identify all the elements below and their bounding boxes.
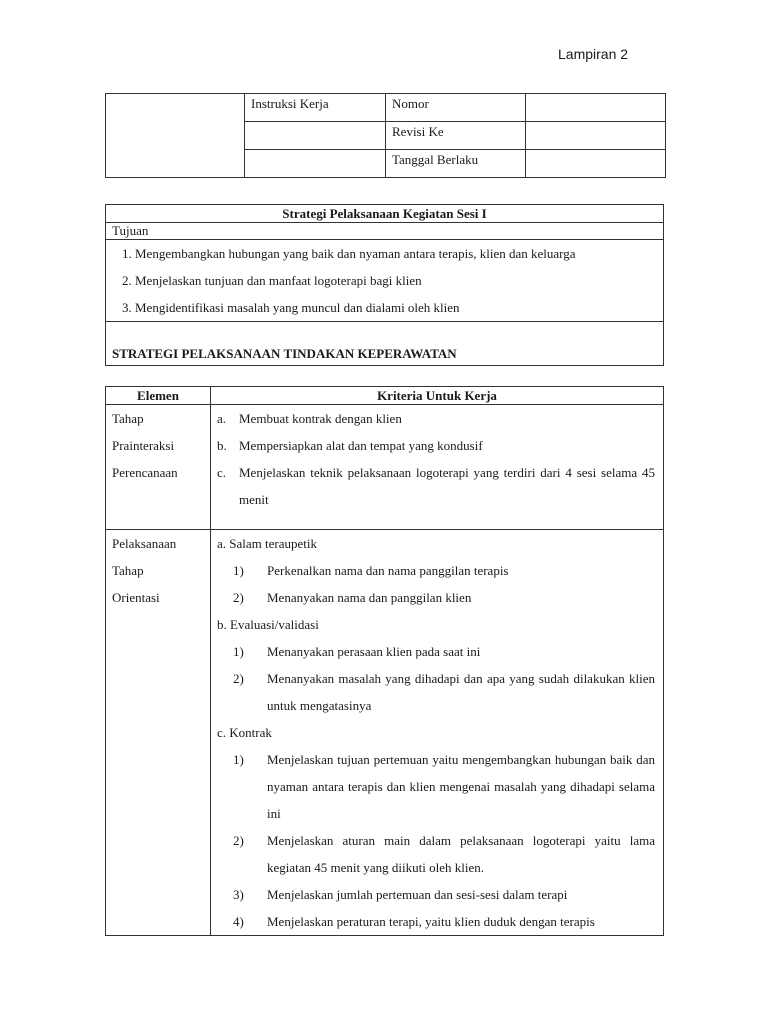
list-item: 2) Menjelaskan aturan main dalam pelaksanaan logoterapi yaitu lama kegiatan 45 menit yang diikuti oleh klien. [233,833,655,875]
elemen-text: Prainteraksi [112,438,175,453]
col-elemen-header: Elemen [106,387,211,405]
tanggal-value [526,150,666,178]
elemen-text: Tahap [112,563,144,578]
elemen-prainteraksi [106,405,211,530]
elemen-text: Pelaksanaan [112,536,177,551]
elemen-text: Orientasi [112,590,160,605]
subsection-title: c. Kontrak [217,725,272,740]
list-item: 2) Menanyakan masalah yang dihadapi dan apa yang sudah dilakukan klien untuk mengatasinya [233,671,655,713]
list-item: 3) Menjelaskan jumlah pertemuan dan sesi-sesi dalam terapi [233,887,568,902]
strategy-table [105,204,664,366]
logo-cell [106,94,245,178]
goal-item: 2. Menjelaskan tunjuan dan manfaat logoterapi bagi klien [122,273,422,288]
list-item: 1) Perkenalkan nama dan nama panggilan terapis [233,563,509,578]
elemen-text: Perencanaan [112,465,178,480]
tujuan-label: Tujuan [106,223,664,240]
kriteria-prainteraksi [211,405,664,530]
goal-item: 3. Mengidentifikasi masalah yang muncul dan dialami oleh klien [122,300,460,315]
empty-cell [245,122,386,150]
subsection-title: a. Salam teraupetik [217,536,317,551]
kriteria-orientasi [211,530,664,936]
criteria-table [105,386,664,936]
tanggal-label: Tanggal Berlaku [386,150,526,178]
list-item: a. Membuat kontrak dengan klien [217,411,402,426]
list-item: b. Mempersiapkan alat dan tempat yang kondusif [217,438,483,453]
list-item: 2) Menanyakan nama dan panggilan klien [233,590,472,605]
empty-cell [245,150,386,178]
section-title: STRATEGI PELAKSANAAN TINDAKAN KEPERAWATAN [106,322,664,366]
list-item: c. Menjelaskan teknik pelaksanaan logoterapi yang terdiri dari 4 sesi selama 45 menit [217,465,655,507]
nomor-label: Nomor [386,94,526,122]
col-kriteria-header: Kriteria Untuk Kerja [211,387,664,405]
info-table [105,93,666,178]
instruksi-cell: Instruksi Kerja [245,94,386,122]
elemen-orientasi [106,530,211,936]
goals-list [112,240,657,321]
revisi-value [526,122,666,150]
list-item: 1) Menjelaskan tujuan pertemuan yaitu mengembangkan hubungan baik dan nyaman antara terapis dan klien mengenai masalah yang dihadapi selama ini [233,752,655,821]
nomor-value [526,94,666,122]
strategy-title: Strategi Pelaksanaan Kegiatan Sesi I [106,205,664,223]
goal-item: 1. Mengembangkan hubungan yang baik dan nyaman antara terapis, klien dan keluarga [122,246,576,261]
page-label: Lampiran 2 [558,46,629,62]
subsection-title: b. Evaluasi/validasi [217,617,319,632]
elemen-text: Tahap [112,411,144,426]
list-item: 4) Menjelaskan peraturan terapi, yaitu klien duduk dengan terapis [233,914,595,929]
revisi-label: Revisi Ke [386,122,526,150]
list-item: 1) Menanyakan perasaan klien pada saat ini [233,644,481,659]
